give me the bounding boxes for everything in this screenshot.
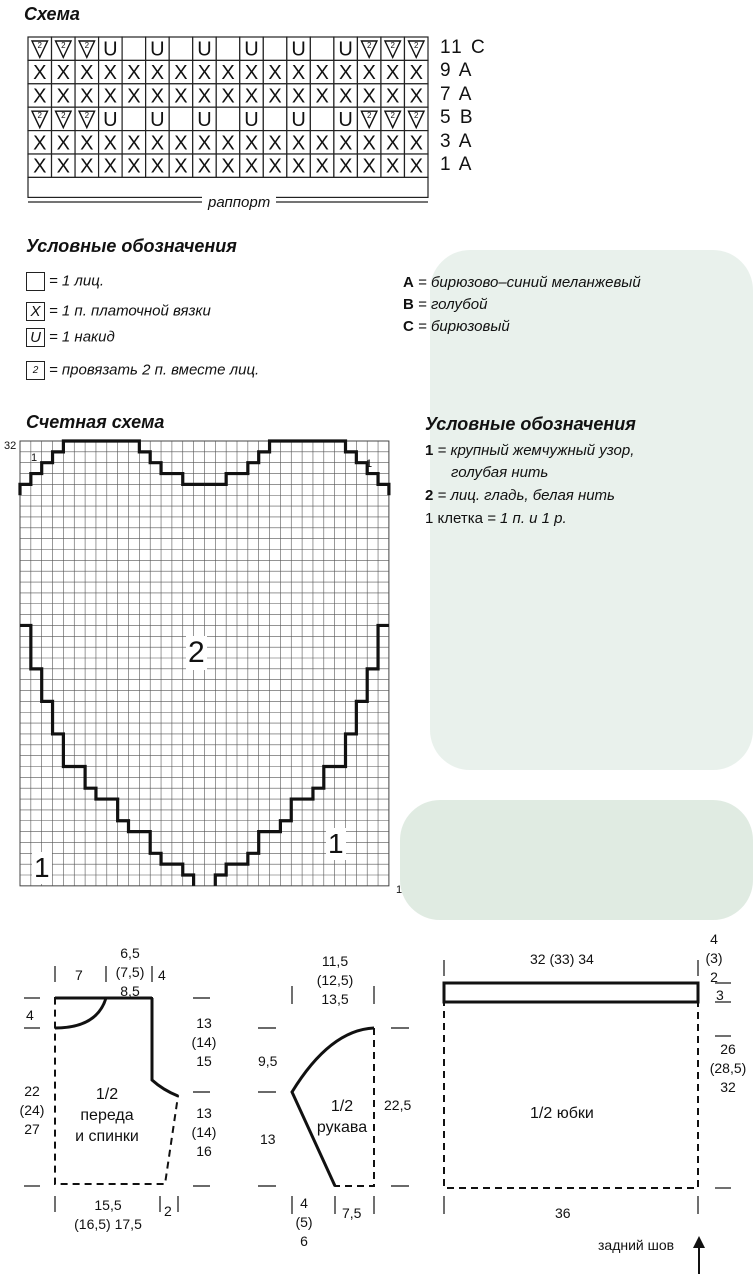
legend2-text: = 1 п. и 1 р. <box>487 510 567 527</box>
sleeve-label <box>312 1096 372 1138</box>
x-cell-icon: X <box>80 132 94 155</box>
x-cell-icon: X <box>197 85 212 108</box>
row-label: 7 A <box>440 83 474 105</box>
x-cell-icon: X <box>244 132 259 155</box>
dim-value: 2 <box>710 969 718 985</box>
x-cell-icon: X <box>197 155 212 178</box>
scheme-cell <box>263 107 287 130</box>
x-cell-icon: X <box>26 302 45 321</box>
k2tog-cell-number: 2 <box>61 41 66 50</box>
x-cell-icon: X <box>338 132 353 155</box>
body-left-top-dim: 7 <box>75 967 83 983</box>
legend2-line1 <box>425 442 634 459</box>
legend-item-k2tog <box>26 361 259 380</box>
u-cell-icon: U <box>291 108 306 131</box>
k2tog-cell-number: 2 <box>390 41 395 50</box>
x-cell-icon: X <box>150 132 165 155</box>
legend2-line1-cont: голубая нить <box>451 464 549 481</box>
dim-value: 4 <box>300 1195 308 1211</box>
scheme-cell <box>169 37 193 60</box>
x-cell-icon: X <box>56 132 70 155</box>
x-cell-icon: X <box>127 62 141 85</box>
row-label: 9 A <box>440 60 474 82</box>
dim-value: 26 <box>720 1041 736 1057</box>
row-label: 11 C <box>440 37 487 58</box>
x-cell-icon: X <box>315 155 329 178</box>
x-cell-icon: X <box>362 85 376 108</box>
u-cell-icon: U <box>244 38 259 61</box>
back-seam-label: задний шов <box>598 1237 675 1253</box>
k2tog-cell-number: 2 <box>61 111 66 121</box>
x-cell-icon: X <box>56 155 70 178</box>
x-cell-icon: X <box>268 132 282 155</box>
dim-value: 27 <box>24 1121 40 1137</box>
x-cell-icon: X <box>362 132 376 155</box>
sleeve-bottom-dim <box>292 1194 316 1251</box>
x-cell-icon: X <box>221 155 235 178</box>
dim-value: 13 <box>196 1105 212 1121</box>
scheme-row-labels <box>440 36 487 176</box>
dim-value: 4 <box>710 931 718 947</box>
skirt-label: 1/2 юбки <box>530 1105 594 1122</box>
k2tog-cell-number: 2 <box>366 111 372 121</box>
body-right-lower-dim <box>190 1104 218 1161</box>
dim-value: 15 <box>196 1053 212 1069</box>
x-cell-icon: X <box>197 62 212 85</box>
legend-item-knit <box>26 272 104 291</box>
x-cell-icon: X <box>127 85 141 108</box>
x-cell-icon: X <box>33 155 47 178</box>
x-cell-icon: X <box>56 62 70 85</box>
dim-value: 13 <box>196 1015 212 1031</box>
u-cell-icon: U <box>197 108 212 131</box>
legend-item-yarnover <box>26 328 115 347</box>
legend2-text: = крупный жемчужный узор, <box>437 442 635 459</box>
scheme-cell <box>310 107 334 130</box>
x-cell-icon: X <box>291 155 306 178</box>
row-number-top: 32 <box>4 440 17 452</box>
x-cell-icon: X <box>197 132 212 155</box>
x-cell-icon: X <box>221 62 235 85</box>
scheme-cell <box>216 37 240 60</box>
x-cell-icon: X <box>386 85 400 108</box>
x-cell-icon: X <box>362 62 376 85</box>
k2tog-cell-number: 2 <box>37 41 42 50</box>
color-text: = бирюзово–синий меланжевый <box>418 274 641 291</box>
x-cell-icon: X <box>409 62 423 85</box>
body-height-dim <box>18 1082 46 1139</box>
x-cell-icon: X <box>386 62 400 85</box>
x-cell-icon: X <box>268 155 282 178</box>
dim-value: (14) <box>191 1124 217 1140</box>
scheme-cell <box>122 37 146 60</box>
color-c <box>403 318 510 335</box>
k2tog-cell-number: 2 <box>366 41 372 50</box>
sleeve-right-dim: 22,5 <box>384 1097 412 1113</box>
skirt-bottom-dim: 36 <box>555 1205 571 1221</box>
x-cell-icon: X <box>386 132 400 155</box>
count-chart <box>0 436 420 906</box>
u-cell-icon: U <box>103 108 118 131</box>
dim-value: 16 <box>196 1143 212 1159</box>
color-key: B <box>403 296 414 313</box>
dim-value: (24) <box>19 1102 45 1118</box>
x-cell-icon: X <box>33 62 47 85</box>
body-shoulder <box>152 998 178 1096</box>
skirt-top-right-dim <box>700 930 728 987</box>
u-cell-icon: U <box>291 38 306 61</box>
body-right-top-dim: 4 <box>158 967 166 983</box>
legend-text: = 1 лиц. <box>49 272 104 290</box>
color-text: = голубой <box>418 296 488 313</box>
sleeve-label-line: рукава <box>316 1119 368 1136</box>
x-cell-icon: X <box>244 155 259 178</box>
x-cell-icon: X <box>150 155 165 178</box>
zone-label-1: 1 <box>366 458 373 470</box>
dim-value: (28,5) <box>709 1060 747 1076</box>
scheme-grid-svg <box>26 36 432 206</box>
k2tog-cell-number: 2 <box>390 111 395 121</box>
k2tog-cell-number: 2 <box>84 111 90 121</box>
scheme-grid <box>26 36 432 206</box>
dim-value: 22 <box>24 1083 40 1099</box>
x-cell-icon: X <box>244 85 259 108</box>
x-cell-icon: X <box>127 155 141 178</box>
legend2-key: 2 <box>425 487 434 504</box>
legend2-text: = лиц. гладь, белая нить <box>437 487 615 504</box>
x-cell-icon: X <box>315 85 329 108</box>
skirt-waist-dim: 3 <box>716 987 724 1003</box>
sleeve-left-lower-dim: 13 <box>260 1131 276 1147</box>
color-a <box>403 274 641 291</box>
x-cell-icon: X <box>150 85 165 108</box>
x-cell-icon: X <box>150 62 165 85</box>
row-label: 5 B <box>440 107 475 129</box>
color-key: A <box>403 274 414 291</box>
body-left-side-dim: 4 <box>26 1007 34 1023</box>
x-cell-icon: X <box>315 132 329 155</box>
u-cell-icon: U <box>338 108 353 131</box>
background-tint <box>400 800 753 920</box>
sleeve-top-dim <box>305 952 365 1009</box>
repeat-label: раппорт <box>202 194 276 211</box>
legend-text: = провязать 2 п. вместе лиц. <box>49 361 260 379</box>
x-cell-icon: X <box>221 132 235 155</box>
legend2-line2 <box>425 487 615 504</box>
body-label <box>62 1084 152 1147</box>
u-cell-icon: U <box>338 38 353 61</box>
k2tog-cell-number: 2 <box>414 41 419 50</box>
arrow-head-icon <box>693 1236 705 1248</box>
row-label: 1 A <box>440 153 474 175</box>
legend2-prefix: 1 клетка <box>425 510 483 527</box>
body-bottom-dim <box>58 1196 158 1234</box>
body-top-dim <box>100 944 160 1001</box>
body-label-line: 1/2 <box>95 1086 119 1103</box>
color-key: C <box>403 318 414 335</box>
blank-cell-icon <box>26 272 45 291</box>
legend-title: Условные обозначения <box>26 236 237 256</box>
dim-value: 11,5 <box>321 953 349 969</box>
legend2-line3 <box>425 510 567 527</box>
scheme-title: Схема <box>24 4 80 24</box>
u-cell-icon: U <box>26 328 45 347</box>
body-label-line: переда <box>80 1107 134 1124</box>
sleeve-left-upper-dim: 9,5 <box>258 1053 278 1069</box>
x-cell-icon: X <box>268 62 282 85</box>
x-cell-icon: X <box>127 132 141 155</box>
sleeve-bottom-right-dim: 7,5 <box>342 1205 362 1221</box>
skirt-top-dim: 32 (33) 34 <box>530 951 594 967</box>
u-cell-icon: U <box>103 38 118 61</box>
x-cell-icon: X <box>338 62 353 85</box>
zone-label-1: 1 <box>31 452 38 464</box>
dim-value: 8,5 <box>120 983 140 999</box>
k2tog-cell-icon: 2 <box>26 361 45 380</box>
x-cell-icon: X <box>103 62 118 85</box>
scheme-cell <box>122 107 146 130</box>
x-cell-icon: X <box>56 85 70 108</box>
x-cell-icon: X <box>80 62 94 85</box>
u-cell-icon: U <box>197 38 212 61</box>
dim-value: (14) <box>191 1034 217 1050</box>
row-number-bottom: 1 <box>396 884 403 896</box>
x-cell-icon: X <box>409 132 423 155</box>
dim-value: 6,5 <box>120 945 140 961</box>
skirt-outline <box>444 1002 698 1188</box>
dim-value: 15,5 <box>94 1197 122 1213</box>
scheme-cell <box>263 37 287 60</box>
zone-label-2: 2 <box>188 636 205 669</box>
body-bottom-right-dim: 2 <box>164 1203 172 1219</box>
legend2-title: Условные обозначения <box>425 414 636 434</box>
x-cell-icon: X <box>174 132 188 155</box>
x-cell-icon: X <box>80 155 94 178</box>
color-text: = бирюзовый <box>418 318 510 335</box>
x-cell-icon: X <box>291 85 306 108</box>
x-cell-icon: X <box>244 62 259 85</box>
legend-text: = 1 накид <box>49 328 115 346</box>
x-cell-icon: X <box>291 132 306 155</box>
sleeve-label-line: 1/2 <box>330 1098 354 1115</box>
legend-item-garter <box>26 302 211 321</box>
x-cell-icon: X <box>315 62 329 85</box>
x-cell-icon: X <box>103 155 118 178</box>
x-cell-icon: X <box>338 85 353 108</box>
x-cell-icon: X <box>174 62 188 85</box>
scheme-cell <box>310 37 334 60</box>
dim-value: (3) <box>705 950 723 966</box>
zone-label-1: 1 <box>34 852 50 883</box>
skirt-waistband <box>444 983 698 1002</box>
body-right-upper-dim <box>190 1014 218 1071</box>
k2tog-cell-number: 2 <box>414 111 419 121</box>
x-cell-icon: X <box>268 85 282 108</box>
x-cell-icon: X <box>80 85 94 108</box>
x-cell-icon: X <box>103 85 118 108</box>
x-cell-icon: X <box>33 85 47 108</box>
scheme-cell <box>216 107 240 130</box>
body-label-line: и спинки <box>75 1128 139 1145</box>
body-neckline <box>55 998 106 1028</box>
x-cell-icon: X <box>409 155 423 178</box>
x-cell-icon: X <box>103 132 118 155</box>
k2tog-cell-number: 2 <box>37 111 42 121</box>
legend2-key: 1 <box>425 442 434 459</box>
x-cell-icon: X <box>291 62 306 85</box>
count-chart-svg <box>0 436 420 906</box>
skirt-right-dim <box>704 1040 752 1097</box>
x-cell-icon: X <box>221 85 235 108</box>
dim-value: (7,5) <box>115 964 145 980</box>
dim-value: 32 <box>720 1079 736 1095</box>
dim-value: (16,5) 17,5 <box>74 1216 142 1232</box>
dim-value: (5) <box>295 1214 313 1230</box>
x-cell-icon: X <box>174 155 188 178</box>
u-cell-icon: U <box>150 38 165 61</box>
x-cell-icon: X <box>338 155 353 178</box>
u-cell-icon: U <box>244 108 259 131</box>
x-cell-icon: X <box>409 85 423 108</box>
scheme-cell <box>169 107 193 130</box>
k2tog-cell-number: 2 <box>84 41 90 50</box>
zone-label-1: 1 <box>328 828 344 859</box>
x-cell-icon: X <box>174 85 188 108</box>
color-b <box>403 296 487 313</box>
x-cell-icon: X <box>362 155 376 178</box>
dim-value: 13,5 <box>321 991 349 1007</box>
row-label: 3 A <box>440 130 474 152</box>
legend-text: = 1 п. платочной вязки <box>49 302 211 320</box>
count-chart-title: Счетная схема <box>26 412 165 432</box>
dim-value: (12,5) <box>316 972 354 988</box>
dim-value: 6 <box>300 1233 308 1249</box>
x-cell-icon: X <box>386 155 400 178</box>
u-cell-icon: U <box>150 108 165 131</box>
x-cell-icon: X <box>33 132 47 155</box>
